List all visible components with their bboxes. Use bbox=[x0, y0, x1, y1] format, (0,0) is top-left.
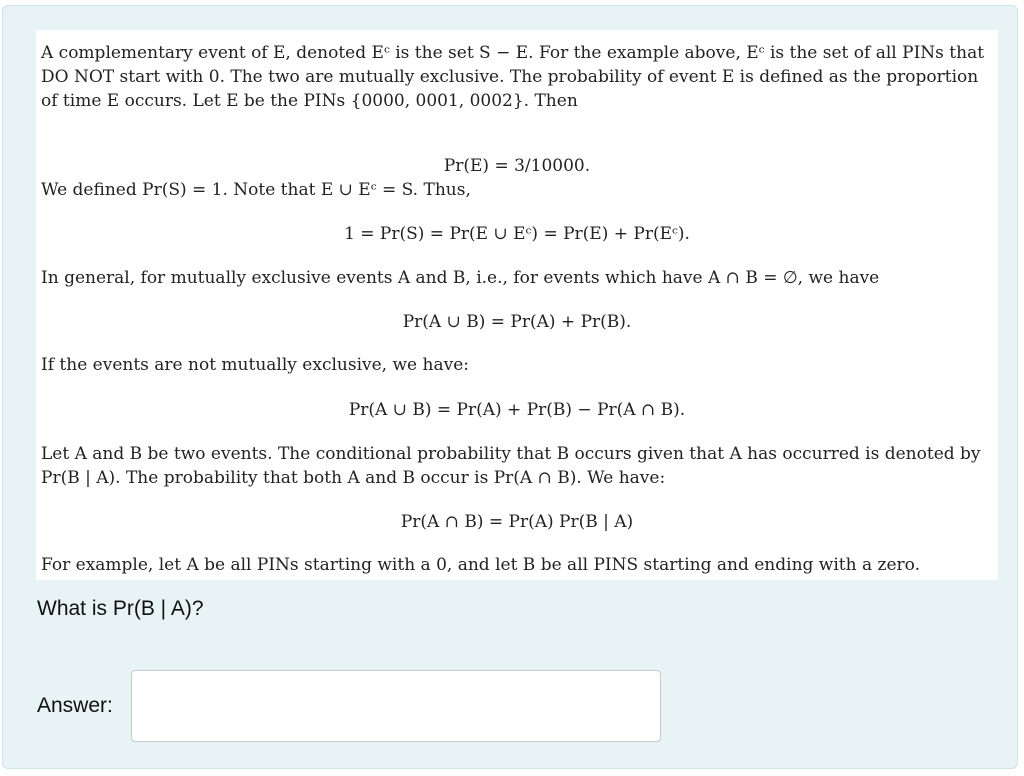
equation-union-general: Pr(A ∪ B) = Pr(A) + Pr(B) − Pr(A ∩ B). bbox=[348, 400, 686, 420]
question-text: What is Pr(B | A)? bbox=[37, 597, 204, 620]
paragraph-mutually-exclusive: In general, for mutually exclusive events A and B, i.e., for events which have A ∩ B = ∅, we have bbox=[41, 268, 880, 288]
answer-label: Answer: bbox=[37, 694, 113, 717]
equation-intersection: Pr(A ∩ B) = Pr(A) Pr(B | A) bbox=[400, 512, 634, 532]
paragraph-not-exclusive: If the events are not mutually exclusive, we have: bbox=[41, 355, 469, 375]
paragraph-defined-pr-s: We defined Pr(S) = 1. Note that E ∪ Eᶜ = S. Thus, bbox=[41, 180, 471, 200]
equation-pr-e: Pr(E) = 3/10000. bbox=[443, 156, 591, 176]
question-panel bbox=[2, 5, 1018, 769]
paragraph-conditional-probability: Let A and B be two events. The conditional probability that B occurs given that A has occurred is denoted by Pr(B | A). The probability that both A and B occur is Pr(A ∩ B). We have: bbox=[41, 444, 981, 488]
paragraph-complementary-event: A complementary event of E, denoted Eᶜ is the set S − E. For the example above, Eᶜ is the set of all PINs that DO NOT start with 0. The two are mutually exclusive. The probability of event E is defined as the proportion of time E occurs. Let E be the PINs {0000, 0001, 0002}. Then bbox=[41, 43, 985, 111]
answer-input[interactable] bbox=[131, 670, 661, 742]
equation-union-exclusive: Pr(A ∪ B) = Pr(A) + Pr(B). bbox=[402, 312, 632, 332]
paragraph-example-pins: For example, let A be all PINs starting with a 0, and let B be all PINS starting and ending with a zero. bbox=[41, 555, 920, 575]
problem-content-image bbox=[36, 30, 998, 580]
equation-union-complement: 1 = Pr(S) = Pr(E ∪ Eᶜ) = Pr(E) + Pr(Eᶜ). bbox=[344, 224, 690, 244]
